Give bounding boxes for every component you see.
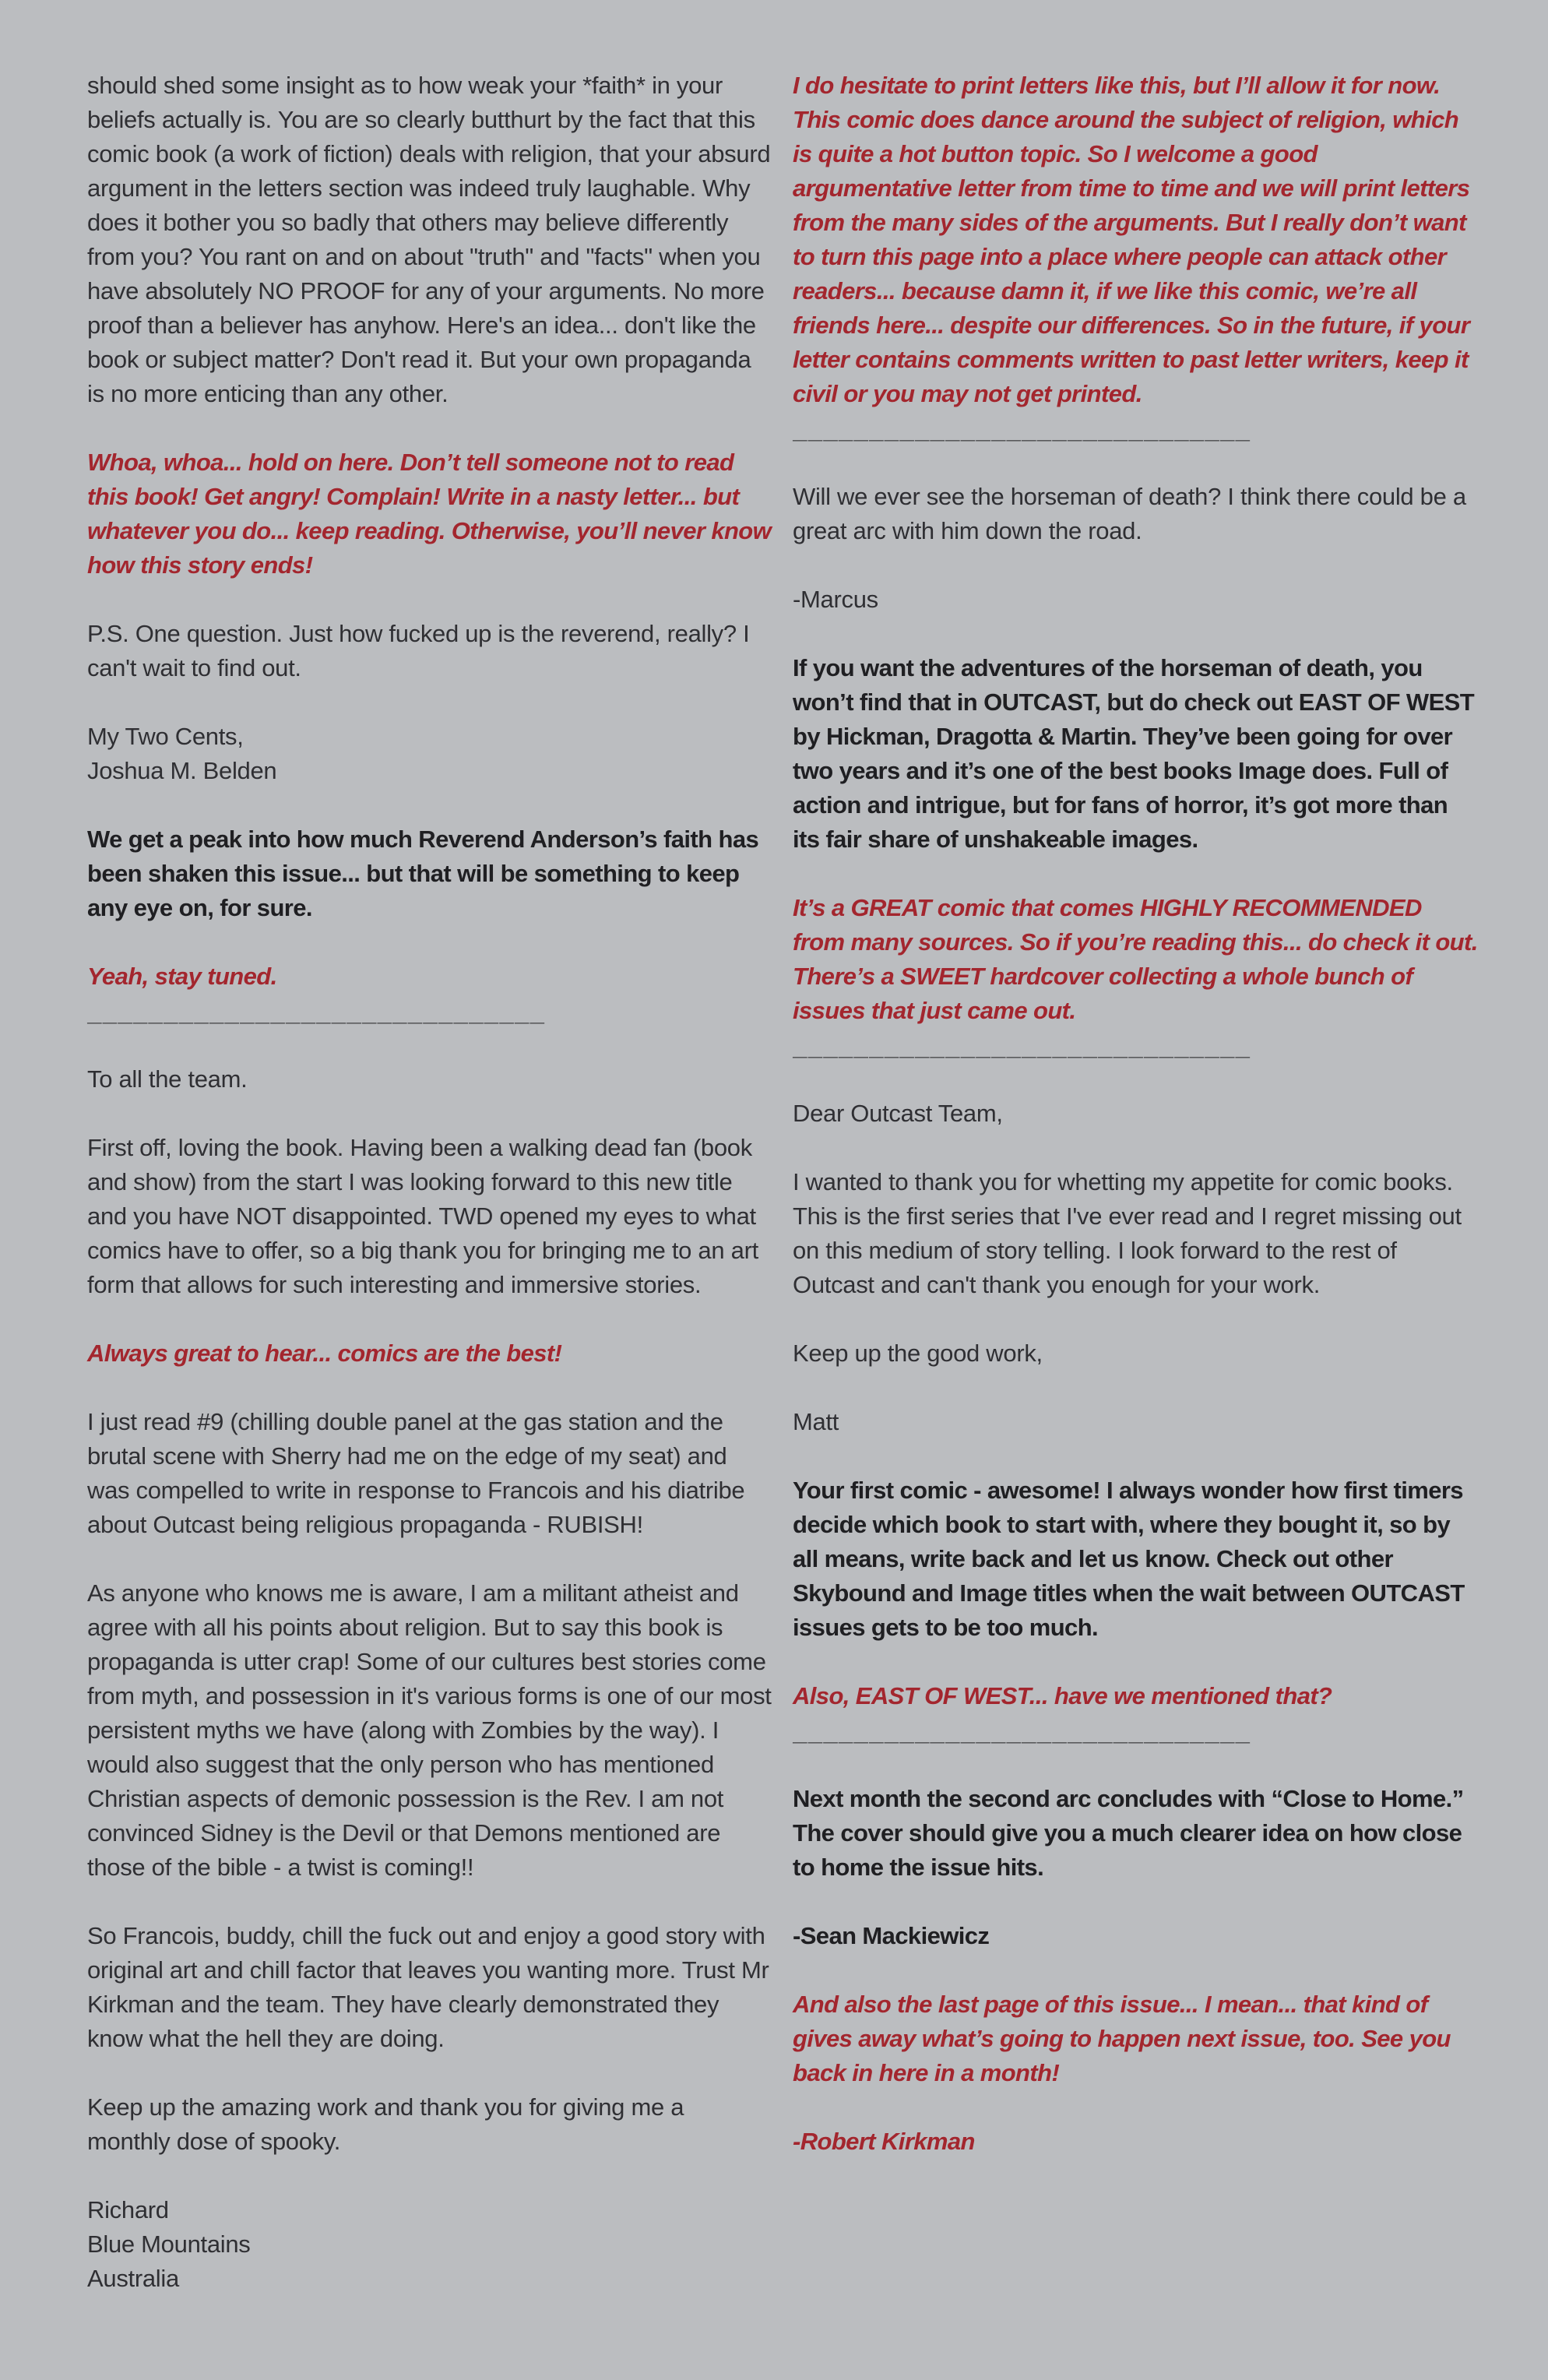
editor-response-kirkman: Yeah, stay tuned.: [87, 963, 277, 990]
editor-response-kirkman: Whoa, whoa... hold on here. Don’t tell someone not to read this book! Get angry! Complain! Write in a nasty letter... but whatever you do... keep reading. Otherwise, you’ll never know how this story ends!: [87, 449, 772, 579]
reader-letter-paragraph: I just read #9 (chilling double panel at the gas station and the brutal scene with Sherry had me on the edge of my seat) and was compelled to write in response to Francois and his diatribe about Outcast being religious propaganda - RUBISH!: [87, 1408, 745, 1538]
reader-letter-paragraph: should shed some insight as to how weak your *faith* in your beliefs actually is. You are so clearly butthurt by the fact that this comic book (a work of fiction) deals with religion, that your absurd argument in the letters section was indeed truly laughable. Why does it bother you so badly that others may believe differently from you? You rant on and on about "truth" and "facts" when you have absolutely NO PROOF for any of your arguments. No more proof than a believer has anyhow. Here's an idea... don't like the book or subject matter? Don't read it. But your own propaganda is no more enticing than any other.: [87, 72, 771, 407]
section-divider: ______________________________: [793, 419, 1251, 446]
section-divider: ______________________________: [793, 1721, 1251, 1748]
reader-letter-paragraph: Keep up the amazing work and thank you for giving me a monthly dose of spooky.: [87, 2093, 684, 2155]
editor-response-kirkman: It’s a GREAT comic that comes HIGHLY RECOMMENDED from many sources. So if you’re reading this... do check it out. There’s a SWEET hardcover collecting a whole bunch of issues that just came out.: [793, 894, 1478, 1024]
editor-response-mackiewicz: If you want the adventures of the horseman of death, you won’t find that in OUTCAST, but do check out EAST OF WEST by Hickman, Dragotta & Martin. They’ve been going for over two years and it’s one of the best books Image does. Full of action and intrigue, but for fans of horror, it’s got more than its fair share of unshakeable images.: [793, 654, 1475, 853]
reader-letter-paragraph: Dear Outcast Team,: [793, 1100, 1003, 1127]
editor-response-mackiewicz: Your first comic - awesome! I always wonder how first timers decide which book to start with, where they bought it, so by all means, write back and let us know. Check out other Skybound and Image titles when the wait between OUTCAST issues gets to be too much.: [793, 1477, 1465, 1641]
editor-response-kirkman: Always great to hear... comics are the best!: [87, 1340, 562, 1367]
editor-response-kirkman: -Robert Kirkman: [793, 2128, 975, 2155]
reader-letter-paragraph: As anyone who knows me is aware, I am a militant atheist and agree with all his points about religion. But to say this book is propaganda is utter crap! Some of our cultures best stories come from myth, and possession in it's various forms is one of our most persistent myths we have (along with Zombies by the way). I would also suggest that the only person who has mentioned Christian aspects of demonic possession is the Rev. I am not convinced Sidney is the Devil or that Demons mentioned are those of the bible - a twist is coming!!: [87, 1579, 772, 1881]
left-column: [87, 69, 772, 2330]
editor-response-kirkman: Also, EAST OF WEST... have we mentioned that?: [793, 1682, 1332, 1709]
reader-letter-paragraph: Keep up the good work,: [793, 1340, 1043, 1367]
section-divider: ______________________________: [87, 1002, 546, 1029]
editor-response-kirkman: I do hesitate to print letters like this, but I’ll allow it for now. This comic does dance around the subject of religion, which is quite a hot button topic. So I welcome a good argumentative letter from time to time and we will print letters from the many sides of the arguments. But I really don’t want to turn this page into a place where people can attack other readers... because damn it, if we like this comic, we’re all friends here... despite our differences. So in the future, if your letter contains comments written to past letter writers, keep it civil or you may not get printed.: [793, 72, 1470, 407]
reader-letter-paragraph: Richard Blue Mountains Australia: [87, 2196, 251, 2292]
editor-response-mackiewicz: We get a peak into how much Reverend Anderson’s faith has been shaken this issue... but that will be something to keep any eye on, for sure.: [87, 826, 759, 921]
reader-letter-paragraph: So Francois, buddy, chill the fuck out and enjoy a good story with original art and chill factor that leaves you wanting more. Trust Mr Kirkman and the team. They have clearly demonstrated they know what the hell they are doing.: [87, 1922, 769, 2052]
reader-letter-paragraph: P.S. One question. Just how fucked up is the reverend, really? I can't wait to find out.: [87, 620, 750, 681]
reader-letter-paragraph: I wanted to thank you for whetting my appetite for comic books. This is the first series that I've ever read and I regret missing out on this medium of story telling. I look forward to the rest of Outcast and can't thank you enough for your work.: [793, 1168, 1462, 1298]
editor-response-mackiewicz: Next month the second arc concludes with “Close to Home.” The cover should give you a much clearer idea on how close to home the issue hits.: [793, 1785, 1464, 1881]
editor-response-kirkman: And also the last page of this issue... I mean... that kind of gives away what’s going to happen next issue, too. See you back in here in a month!: [793, 1991, 1451, 2086]
reader-letter-paragraph: To all the team.: [87, 1065, 248, 1093]
right-column: [793, 69, 1478, 2193]
reader-letter-paragraph: First off, loving the book. Having been a walking dead fan (book and show) from the start I was looking forward to this new title and you have NOT disappointed. TWD opened my eyes to what comics have to offer, so a big thank you for bringing me to an art form that allows for such interesting and immersive stories.: [87, 1134, 758, 1298]
reader-letter-paragraph: Matt: [793, 1408, 839, 1435]
editor-response-mackiewicz: -Sean Mackiewicz: [793, 1922, 990, 1949]
reader-letter-paragraph: -Marcus: [793, 586, 878, 613]
reader-letter-paragraph: My Two Cents, Joshua M. Belden: [87, 723, 277, 784]
section-divider: ______________________________: [793, 1036, 1251, 1063]
reader-letter-paragraph: Will we ever see the horseman of death? I think there could be a great arc with him down the road.: [793, 483, 1466, 544]
